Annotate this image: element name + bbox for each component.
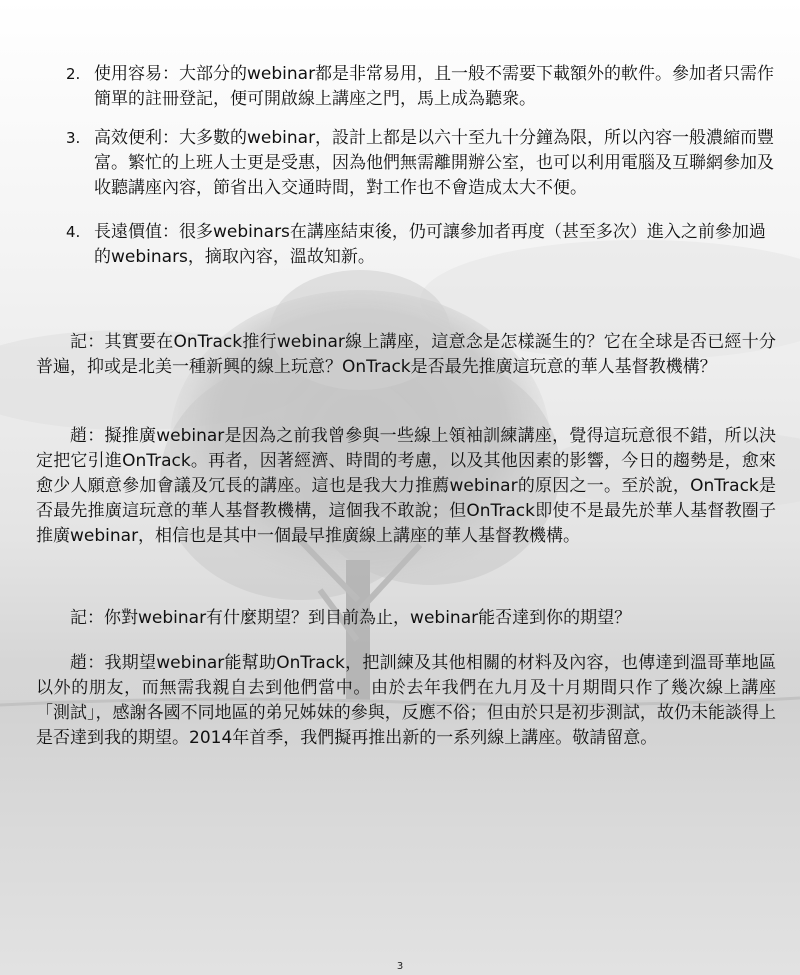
interview-answer: 趙：擬推廣webinar是因為之前我曾參與一些線上領袖訓練講座，覺得這玩意很不錯，所以決定把它引進OnTrack。再者，因著經濟、時間的考慮，以及其他因素的影響，今日的趨勢是，愈來愈少人願意參加會議及冗長的講座。這也是我大力推薦webinar的原因之一。至於說，OnTrack是否最先推廣這玩意的華人基督教機構，這個我不敢說；但OnTrack即使不是最先於華人基督教圈子推廣webinar，相信也是其中一個最早推廣線上講座的華人基督教機構。 bbox=[36, 426, 776, 546]
list-item-number: 4. bbox=[66, 223, 81, 241]
interview-question: 記：你對webinar有什麼期望？到目前為止，webinar能否達到你的期望？ bbox=[70, 608, 632, 628]
list-item-text: 使用容易：大部分的webinar都是非常易用，且一般不需要下載額外的軟件。參加者只需作簡單的註冊登記，便可開啟線上講座之門，馬上成為聽衆。 bbox=[94, 64, 775, 109]
list-item-number: 2. bbox=[66, 65, 81, 83]
interview-answer: 趙：我期望webinar能幫助OnTrack，把訓練及其他相關的材料及內容，也傳達到溫哥華地區以外的朋友，而無需我親自去到他們當中。由於去年我們在九月及十月期間只作了幾次線上講座「測試」，感謝各國不同地區的弟兄姊妹的參與，反應不俗；但由於只是初步測試，故仍未能談得上是否達到我的期望。2014年首季，我們擬再推出新的一系列線上講座。敬請留意。 bbox=[36, 653, 776, 748]
list-item-text: 高效便利：大多數的webinar，設計上都是以六十至九十分鐘為限，所以內容一般濃縮而豐富。繁忙的上班人士更是受惠，因為他們無需離開辦公室，也可以利用電腦及互聯網參加及收聽講座內容，節省出入交通時間，對工作也不會造成太大不便。 bbox=[94, 128, 775, 198]
list-item-text: 長遠價值：很多webinars在講座結束後，仍可讓參加者再度（甚至多次）進入之前參加過的webinars，摘取內容，溫故知新。 bbox=[94, 222, 766, 267]
page-number: 3 bbox=[396, 961, 404, 972]
list-item-number: 3. bbox=[66, 129, 81, 147]
interview-question: 記：其實要在OnTrack推行webinar線上講座，這意念是怎樣誕生的？它在全球是否已經十分普遍，抑或是北美一種新興的線上玩意？OnTrack是否最先推廣這玩意的華人基督教機構？ bbox=[36, 332, 776, 377]
